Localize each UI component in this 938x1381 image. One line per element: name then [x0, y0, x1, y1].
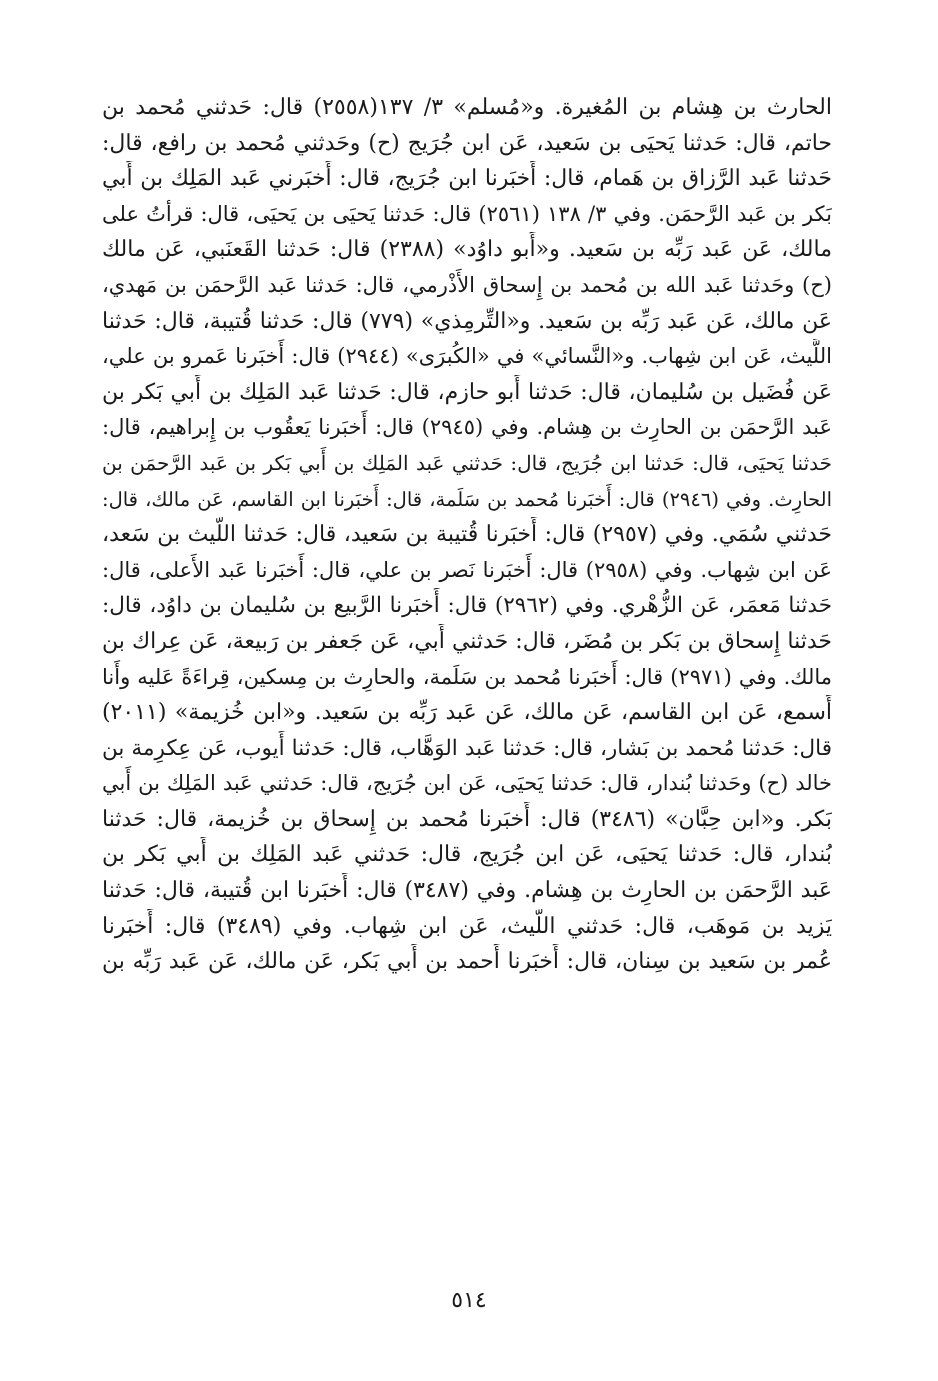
- page-number: ٥١٤: [451, 1288, 487, 1313]
- text-line: اللَّيث، عَن ابن شِهاب. و«النَّسائي» في «الكُبرَى» (٢٩٤٤) قال: أَخبَرنا عَمرو بن علي،: [102, 344, 832, 369]
- text-line: حَدثنا يَحيَى، قال: حَدثنا ابن جُرَيج، قال: حَدثني عَبد المَلِك بن أَبي بَكر بن عَبد الرَّحمَن بن: [102, 450, 832, 475]
- text-line: مالك، عَن عَبد رَبِّه بن سَعيد. و«أَبو داوُد» (٢٣٨٨) قال: حَدثنا القَعنَبي، عَن مالك: [102, 237, 832, 263]
- text-line: الحارِث. وفي (٢٩٤٦) قال: أَخبَرنا مُحمد بن سَلَمة، قال: أَخبَرنا ابن القاسم، عَن مالك، قال:: [102, 487, 832, 511]
- text-line: حَدثنا عَبد الرَّزاق بن هَمام، قال: أَخبَرنا ابن جُرَيج، قال: أَخبَرني عَبد المَلِك بن أَبي: [102, 166, 832, 192]
- text-line: عَبد الرَّحمَن بن الحارِث بن هِشام. وفي (٢٩٤٥) قال: أَخبَرنا يَعقُوب بن إِبراهيم، قال:: [102, 415, 832, 440]
- text-line: عَبد الرَّحمَن بن الحارِث بن هِشام. وفي (٣٤٨٧) قال: أَخبَرنا ابن قُتيبة، قال: حَدثنا: [102, 878, 832, 904]
- text-line: الحارث بن هِشام بن المُغيرة. و«مُسلم» ٣/ ١٣٧(٢٥٥٨) قال: حَدثني مُحمد بن: [102, 95, 832, 120]
- text-line: يَزيد بن مَوهَب، قال: حَدثني اللَّيث، عَن ابن شِهاب. وفي (٣٤٨٩) قال: أَخبَرنا: [102, 913, 832, 939]
- text-line: خالد (ح) وحَدثنا بُندار، قال: حَدثنا يَحيَى، عَن ابن جُرَيج، قال: حَدثني عَبد المَلِك بن أَبي: [102, 771, 832, 796]
- text-line: مالك. وفي (٢٩٧١) قال: أَخبَرنا مُحمد بن سَلَمة، والحارِث بن مِسكين، قِراءَةً عَليه وأَنا: [102, 664, 832, 689]
- text-line: حَدثنا إِسحاق بن بَكر بن مُضَر، قال: حَدثني أَبي، عَن جَعفر بن رَبيعة، عَن عِراك بن: [102, 628, 832, 654]
- body-text: [102, 90, 832, 980]
- text-line: حَدثنا مَعمَر، عَن الزُّهْري. وفي (٢٩٦٢) قال: أَخبَرنا الرَّبيع بن سُليمان بن داوُد، قال:: [102, 593, 832, 619]
- text-line: قال: حَدثنا مُحمد بن بَشار، قال: حَدثنا عَبد الوَهَّاب، قال: حَدثنا أَيوب، عَن عِكرِمة بن: [102, 735, 832, 761]
- text-line: عَن ابن شِهاب. وفي (٢٩٥٨) قال: أَخبَرنا نَصر بن علي، قال: أَخبَرنا عَبد الأَعلى، قال:: [102, 557, 832, 582]
- text-line: (ح) وحَدثنا عَبد الله بن مُحمد بن إِسحاق الأَذْرمي، قال: حَدثنا عَبد الرَّحمَن بن مَهدي،: [102, 272, 832, 297]
- text-line: عُمر بن سَعيد بن سِنان، قال: أَخبَرنا أَحمد بن أَبي بَكر، عَن مالك، عَن عَبد رَبِّه بن: [102, 949, 832, 975]
- text-line: بَكر بن عَبد الرَّحمَن. وفي ٣/ ١٣٨ (٢٥٦١) قال: حَدثنا يَحيَى بن يَحيَى، قال: قرأتُ على: [102, 201, 832, 226]
- text-line: حَدثني سُمَي. وفي (٢٩٥٧) قال: أَخبَرنا قُتيبة بن سَعيد، قال: حَدثنا اللَّيث بن سَعد،: [102, 522, 832, 548]
- text-line: بَكر. و«ابن حِبَّان» (٣٤٨٦) قال: أَخبَرنا مُحمد بن إِسحاق بن خُزيمة، قال: حَدثنا: [102, 806, 832, 832]
- text-line: أَسمع، عَن ابن القاسم، عَن مالك، عَن عَبد رَبِّه بن سَعيد. و«ابن خُزيمة» (٢٠١١): [102, 700, 832, 726]
- text-line: عَن فُضَيل بن سُليمان، قال: حَدثنا أَبو حازم، قال: حَدثنا عَبد المَلِك بن أَبي بَكر بن: [102, 379, 832, 405]
- text-line: بُندار، قال: حَدثنا يَحيَى، عَن ابن جُرَيج، قال: حَدثني عَبد المَلِك بن أَبي بَكر بن: [102, 842, 832, 868]
- text-line: حاتم، قال: حَدثنا يَحيَى بن سَعيد، عَن ابن جُرَيج (ح) وحَدثني مُحمد بن رافع، قال:: [102, 130, 832, 156]
- text-line: عَن مالك، عَن عَبد رَبِّه بن سَعيد. و«التِّرمِذي» (٧٧٩) قال: حَدثنا قُتيبة، قال: حَدثنا: [102, 308, 832, 334]
